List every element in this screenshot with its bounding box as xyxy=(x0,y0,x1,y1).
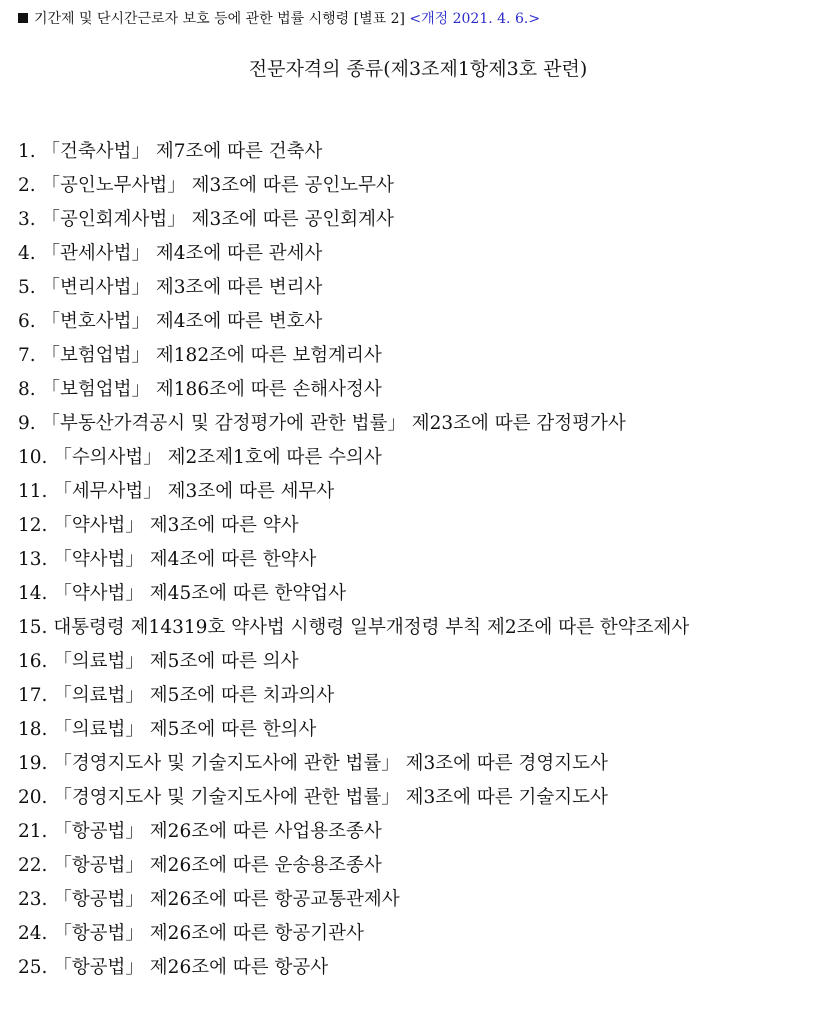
list-item xyxy=(18,441,818,475)
item-number: 24. xyxy=(18,923,48,944)
item-text: 대통령령 제14319호 약사법 시행령 일부개정령 부칙 제2조에 따른 한약조제사 xyxy=(53,617,690,638)
list-item xyxy=(18,407,818,441)
item-number: 22. xyxy=(18,855,48,876)
list-item xyxy=(18,373,818,407)
item-number: 25. xyxy=(18,957,48,978)
item-number: 13. xyxy=(18,549,48,570)
list-item xyxy=(18,815,818,849)
item-text: 「약사법」 제4조에 따른 한약사 xyxy=(53,549,317,570)
item-number: 5. xyxy=(18,277,36,298)
item-text: 「항공법」 제26조에 따른 항공기관사 xyxy=(53,923,364,944)
list-item xyxy=(18,747,818,781)
item-text: 「항공법」 제26조에 따른 사업용조종사 xyxy=(53,821,382,842)
list-item xyxy=(18,135,818,169)
page-title: 전문자격의 종류(제3조제1항제3호 관련) xyxy=(248,58,588,80)
item-number: 10. xyxy=(18,447,48,468)
list-item xyxy=(18,339,818,373)
item-number: 17. xyxy=(18,685,48,706)
list-item xyxy=(18,883,818,917)
item-text: 「변리사법」 제3조에 따른 변리사 xyxy=(41,277,323,298)
item-text: 「의료법」 제5조에 따른 한의사 xyxy=(53,719,317,740)
item-text: 「세무사법」 제3조에 따른 세무사 xyxy=(53,481,335,502)
item-text: 「경영지도사 및 기술지도사에 관한 법률」 제3조에 따른 기술지도사 xyxy=(53,787,608,808)
item-text: 「부동산가격공시 및 감정평가에 관한 법률」 제23조에 따른 감정평가사 xyxy=(41,413,626,434)
qualification-list xyxy=(18,135,818,985)
item-text: 「약사법」 제3조에 따른 약사 xyxy=(53,515,299,536)
list-item xyxy=(18,203,818,237)
item-number: 12. xyxy=(18,515,48,536)
item-text: 「변호사법」 제4조에 따른 변호사 xyxy=(41,311,323,332)
item-text: 「보험업법」 제182조에 따른 보험계리사 xyxy=(41,345,382,366)
list-item xyxy=(18,543,818,577)
list-item xyxy=(18,917,818,951)
item-number: 23. xyxy=(18,889,48,910)
document-header xyxy=(18,9,540,29)
list-item xyxy=(18,271,818,305)
item-number: 9. xyxy=(18,413,36,434)
item-text: 「항공법」 제26조에 따른 운송용조종사 xyxy=(53,855,382,876)
black-square-icon xyxy=(18,13,28,23)
amendment-date: <개정 2021. 4. 6.> xyxy=(409,11,541,27)
list-item xyxy=(18,475,818,509)
list-item xyxy=(18,849,818,883)
item-number: 6. xyxy=(18,311,36,332)
item-text: 「경영지도사 및 기술지도사에 관한 법률」 제3조에 따른 경영지도사 xyxy=(53,753,608,774)
item-text: 「의료법」 제5조에 따른 치과의사 xyxy=(53,685,335,706)
item-text: 「공인회계사법」 제3조에 따른 공인회계사 xyxy=(41,209,394,230)
item-number: 2. xyxy=(18,175,36,196)
list-item xyxy=(18,781,818,815)
item-text: 「관세사법」 제4조에 따른 관세사 xyxy=(41,243,323,264)
item-number: 18. xyxy=(18,719,48,740)
list-item xyxy=(18,611,818,645)
item-text: 「수의사법」 제2조제1호에 따른 수의사 xyxy=(53,447,382,468)
item-text: 「약사법」 제45조에 따른 한약업사 xyxy=(53,583,346,604)
item-number: 8. xyxy=(18,379,36,400)
item-number: 11. xyxy=(18,481,48,502)
item-number: 20. xyxy=(18,787,48,808)
item-number: 15. xyxy=(18,617,48,638)
list-item xyxy=(18,679,818,713)
item-text: 「항공법」 제26조에 따른 항공사 xyxy=(53,957,329,978)
list-item xyxy=(18,237,818,271)
list-item xyxy=(18,951,818,985)
item-text: 「보험업법」 제186조에 따른 손해사정사 xyxy=(41,379,382,400)
list-item xyxy=(18,577,818,611)
item-number: 19. xyxy=(18,753,48,774)
item-number: 21. xyxy=(18,821,48,842)
list-item xyxy=(18,645,818,679)
item-text: 「건축사법」 제7조에 따른 건축사 xyxy=(41,141,323,162)
list-item xyxy=(18,305,818,339)
item-number: 3. xyxy=(18,209,36,230)
item-text: 「공인노무사법」 제3조에 따른 공인노무사 xyxy=(41,175,394,196)
list-item xyxy=(18,713,818,747)
item-text: 「의료법」 제5조에 따른 의사 xyxy=(53,651,299,672)
law-reference: 기간제 및 단시간근로자 보호 등에 관한 법률 시행령 [별표 2] xyxy=(34,11,405,27)
item-number: 4. xyxy=(18,243,36,264)
item-number: 14. xyxy=(18,583,48,604)
item-number: 16. xyxy=(18,651,48,672)
item-number: 1. xyxy=(18,141,36,162)
item-number: 7. xyxy=(18,345,36,366)
item-text: 「항공법」 제26조에 따른 항공교통관제사 xyxy=(53,889,400,910)
list-item xyxy=(18,169,818,203)
list-item xyxy=(18,509,818,543)
